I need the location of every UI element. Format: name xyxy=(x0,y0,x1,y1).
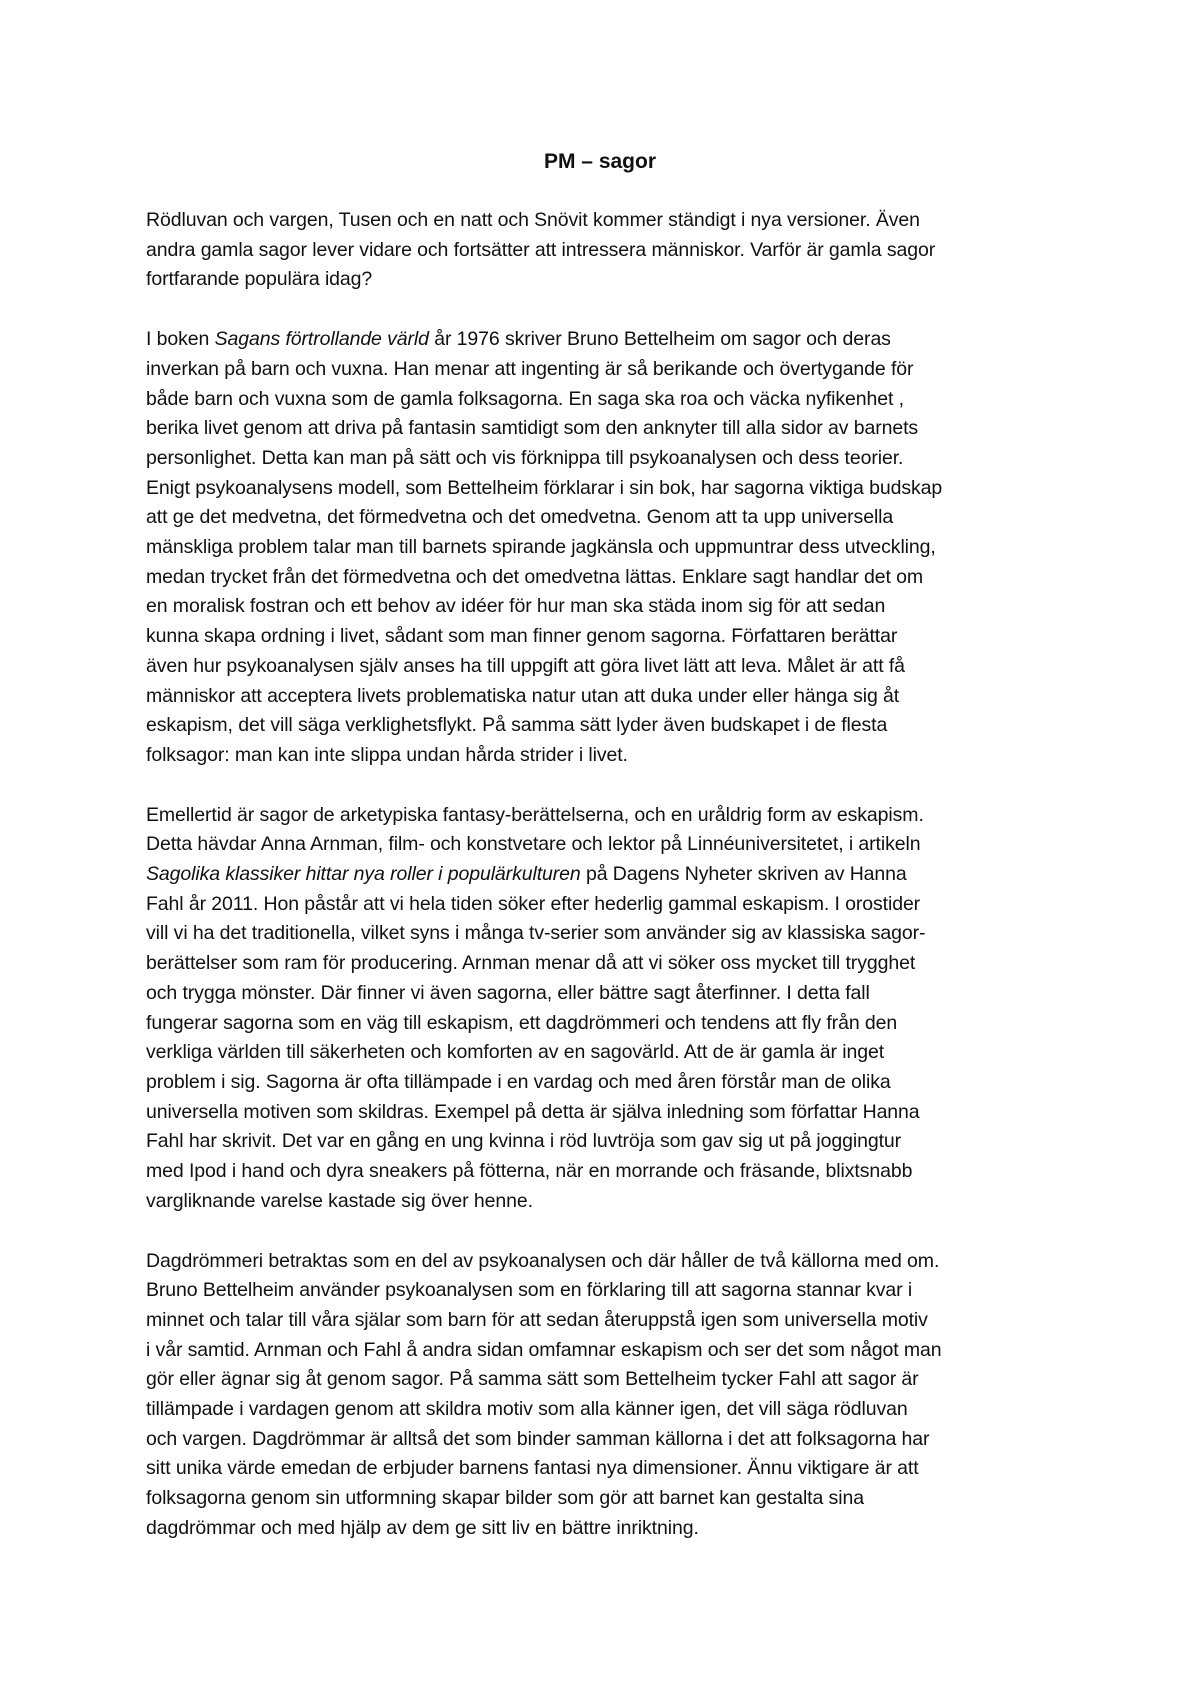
text-line xyxy=(146,979,1064,1009)
text-line xyxy=(146,592,1064,622)
text-run: gör eller ägnar sig åt genom sagor. På samma sätt som Bettelheim tycker Fahl att sagor är xyxy=(146,1368,919,1391)
text-line xyxy=(146,1425,1064,1455)
text-run: universella motiven som skildras. Exempel på detta är själva inledning som författar Hanna xyxy=(146,1100,920,1123)
text-line xyxy=(146,1098,1064,1128)
text-run: tillämpade i vardagen genom att skildra motiv som alla känner igen, det vill säga rödluvan xyxy=(146,1398,908,1421)
text-line xyxy=(146,1187,1064,1217)
text-line xyxy=(146,503,1064,533)
text-run: personlighet. Detta kan man på sätt och vis förknippa till psykoanalysen och dess teorier. xyxy=(146,446,904,469)
paragraph xyxy=(146,1247,1064,1544)
paragraph xyxy=(146,206,1064,295)
text-run: verkliga världen till säkerheten och komforten av en sagovärld. Att de är gamla är inget xyxy=(146,1041,885,1064)
text-run: en moralisk fostran och ett behov av idéer för hur man ska städa inom sig för att sedan xyxy=(146,595,886,618)
text-line xyxy=(146,1454,1064,1484)
text-line xyxy=(146,1157,1064,1187)
text-run: sitt unika värde emedan de erbjuder barnens fantasi nya dimensioner. Ännu viktigare är att xyxy=(146,1457,919,1480)
text-run: Dagdrömmeri betraktas som en del av psykoanalysen och där håller de två källorna med om. xyxy=(146,1249,940,1272)
document-body xyxy=(146,206,1064,1544)
text-line xyxy=(146,801,1064,831)
text-run: folksagor: man kan inte slippa undan hårda strider i livet. xyxy=(146,743,628,766)
text-run: minnet och talar till våra själar som barn för att sedan återuppstå igen som universella motiv xyxy=(146,1308,928,1331)
italic-title-text: Sagans förtrollande värld xyxy=(214,328,429,351)
text-line xyxy=(146,1336,1064,1366)
text-line xyxy=(146,563,1064,593)
text-run: och trygga mönster. Där finner vi även sagorna, eller bättre sagt återfinner. I detta fall xyxy=(146,981,870,1004)
text-run: eskapism, det vill säga verklighetsflykt. På samma sätt lyder även budskapet i de flesta xyxy=(146,714,888,737)
text-run: Detta hävdar Anna Arnman, film- och konstvetare och lektor på Linnéuniversitetet, i artikeln xyxy=(146,833,921,856)
text-line xyxy=(146,1484,1064,1514)
text-line xyxy=(146,474,1064,504)
text-line xyxy=(146,741,1064,771)
text-run: vargliknande varelse kastade sig över henne. xyxy=(146,1189,533,1212)
text-line xyxy=(146,1514,1064,1544)
text-line xyxy=(146,1276,1064,1306)
text-line xyxy=(146,890,1064,920)
text-run: inverkan på barn och vuxna. Han menar att ingenting är så berikande och övertygande för xyxy=(146,357,914,380)
text-line xyxy=(146,1247,1064,1277)
text-line xyxy=(146,1127,1064,1157)
text-line xyxy=(146,355,1064,385)
text-run: år 1976 skriver Bruno Bettelheim om sagor och deras xyxy=(428,328,891,351)
text-run: fungerar sagorna som en väg till eskapism, ett dagdrömmeri och tendens att fly från den xyxy=(146,1011,898,1034)
text-line xyxy=(146,652,1064,682)
text-line xyxy=(146,949,1064,979)
paragraph xyxy=(146,801,1064,1217)
text-run: berättelser som ram för producering. Arnman menar då att vi söker oss mycket till trygghet xyxy=(146,952,916,975)
text-line xyxy=(146,830,1064,860)
text-line xyxy=(146,206,1064,236)
text-run: på Dagens Nyheter skriven av Hanna xyxy=(580,863,907,886)
text-run: att ge det medvetna, det förmedvetna och det omedvetna. Genom att ta upp universella xyxy=(146,506,894,529)
text-run: Fahl har skrivit. Det var en gång en ung kvinna i röd luvtröja som gav sig ut på joggingtur xyxy=(146,1130,902,1153)
text-line xyxy=(146,265,1064,295)
text-run: vill vi ha det traditionella, vilket syns i många tv-serier som använder sig av klassiska sagor- xyxy=(146,922,926,945)
text-run: Fahl år 2011. Hon påstår att vi hela tiden söker efter hederlig gammal eskapism. I orostider xyxy=(146,892,921,915)
text-line xyxy=(146,444,1064,474)
italic-title-text: Sagolika klassiker hittar nya roller i populärkulturen xyxy=(146,863,581,886)
text-run: berika livet genom att driva på fantasin samtidigt som den anknyter till alla sidor av barnets xyxy=(146,417,919,440)
text-line xyxy=(146,919,1064,949)
text-line xyxy=(146,1306,1064,1336)
text-run: med Ipod i hand och dyra sneakers på fötterna, när en morrande och fräsande, blixtsnabb xyxy=(146,1160,913,1183)
text-run: Emellertid är sagor de arketypiska fantasy-berättelserna, och en uråldrig form av eskapism. xyxy=(146,803,924,826)
text-line xyxy=(146,1038,1064,1068)
text-run: Enigt psykoanalysens modell, som Bettelheim förklarar i sin bok, har sagorna viktiga budskap xyxy=(146,476,943,499)
text-line xyxy=(146,1395,1064,1425)
text-line xyxy=(146,533,1064,563)
text-line xyxy=(146,1009,1064,1039)
text-line xyxy=(146,622,1064,652)
text-run: fortfarande populära idag? xyxy=(146,268,373,291)
text-run: dagdrömmar och med hjälp av dem ge sitt liv en bättre inriktning. xyxy=(146,1516,699,1539)
text-run: människor att acceptera livets problematiska natur utan att duka under eller hänga sig åt xyxy=(146,684,900,707)
text-run: andra gamla sagor lever vidare och fortsätter att intressera människor. Varför är gamla sagor xyxy=(146,238,936,261)
document-title: PM – sagor xyxy=(543,150,657,173)
text-line xyxy=(146,385,1064,415)
text-line xyxy=(146,1365,1064,1395)
text-run: folksagorna genom sin utformning skapar bilder som gör att barnet kan gestalta sina xyxy=(146,1487,864,1510)
text-run: både barn och vuxna som de gamla folksagorna. En saga ska roa och väcka nyfikenhet , xyxy=(146,387,904,410)
text-run: Bruno Bettelheim använder psykoanalysen som en förklaring till att sagorna stannar kvar i xyxy=(146,1279,913,1302)
text-line xyxy=(146,236,1064,266)
text-line xyxy=(146,325,1064,355)
text-line xyxy=(146,1068,1064,1098)
text-line xyxy=(146,414,1064,444)
text-run: Rödluvan och vargen, Tusen och en natt och Snövit kommer ständigt i nya versioner. Även xyxy=(146,209,920,231)
text-line xyxy=(146,711,1064,741)
text-run: medan trycket från det förmedvetna och det omedvetna lättas. Enklare sagt handlar det om xyxy=(146,565,924,588)
text-run: I boken xyxy=(146,328,215,351)
text-line xyxy=(146,682,1064,712)
text-run: mänskliga problem talar man till barnets spirande jagkänsla och uppmuntrar dess utveckling, xyxy=(146,536,936,559)
text-run: och vargen. Dagdrömmar är alltså det som binder samman källorna i det att folksagorna har xyxy=(146,1427,930,1450)
text-run: även hur psykoanalysen själv anses ha till uppgift att göra livet lätt att leva. Målet är att få xyxy=(146,654,905,677)
text-run: i vår samtid. Arnman och Fahl å andra sidan omfamnar eskapism och ser det som något man xyxy=(146,1338,942,1361)
paragraph xyxy=(146,325,1064,771)
text-run: problem i sig. Sagorna är ofta tillämpade i en vardag och med åren förstår man de olika xyxy=(146,1070,891,1093)
text-line xyxy=(146,860,1064,890)
text-run: kunna skapa ordning i livet, sådant som man finner genom sagorna. Författaren berättar xyxy=(146,625,898,648)
